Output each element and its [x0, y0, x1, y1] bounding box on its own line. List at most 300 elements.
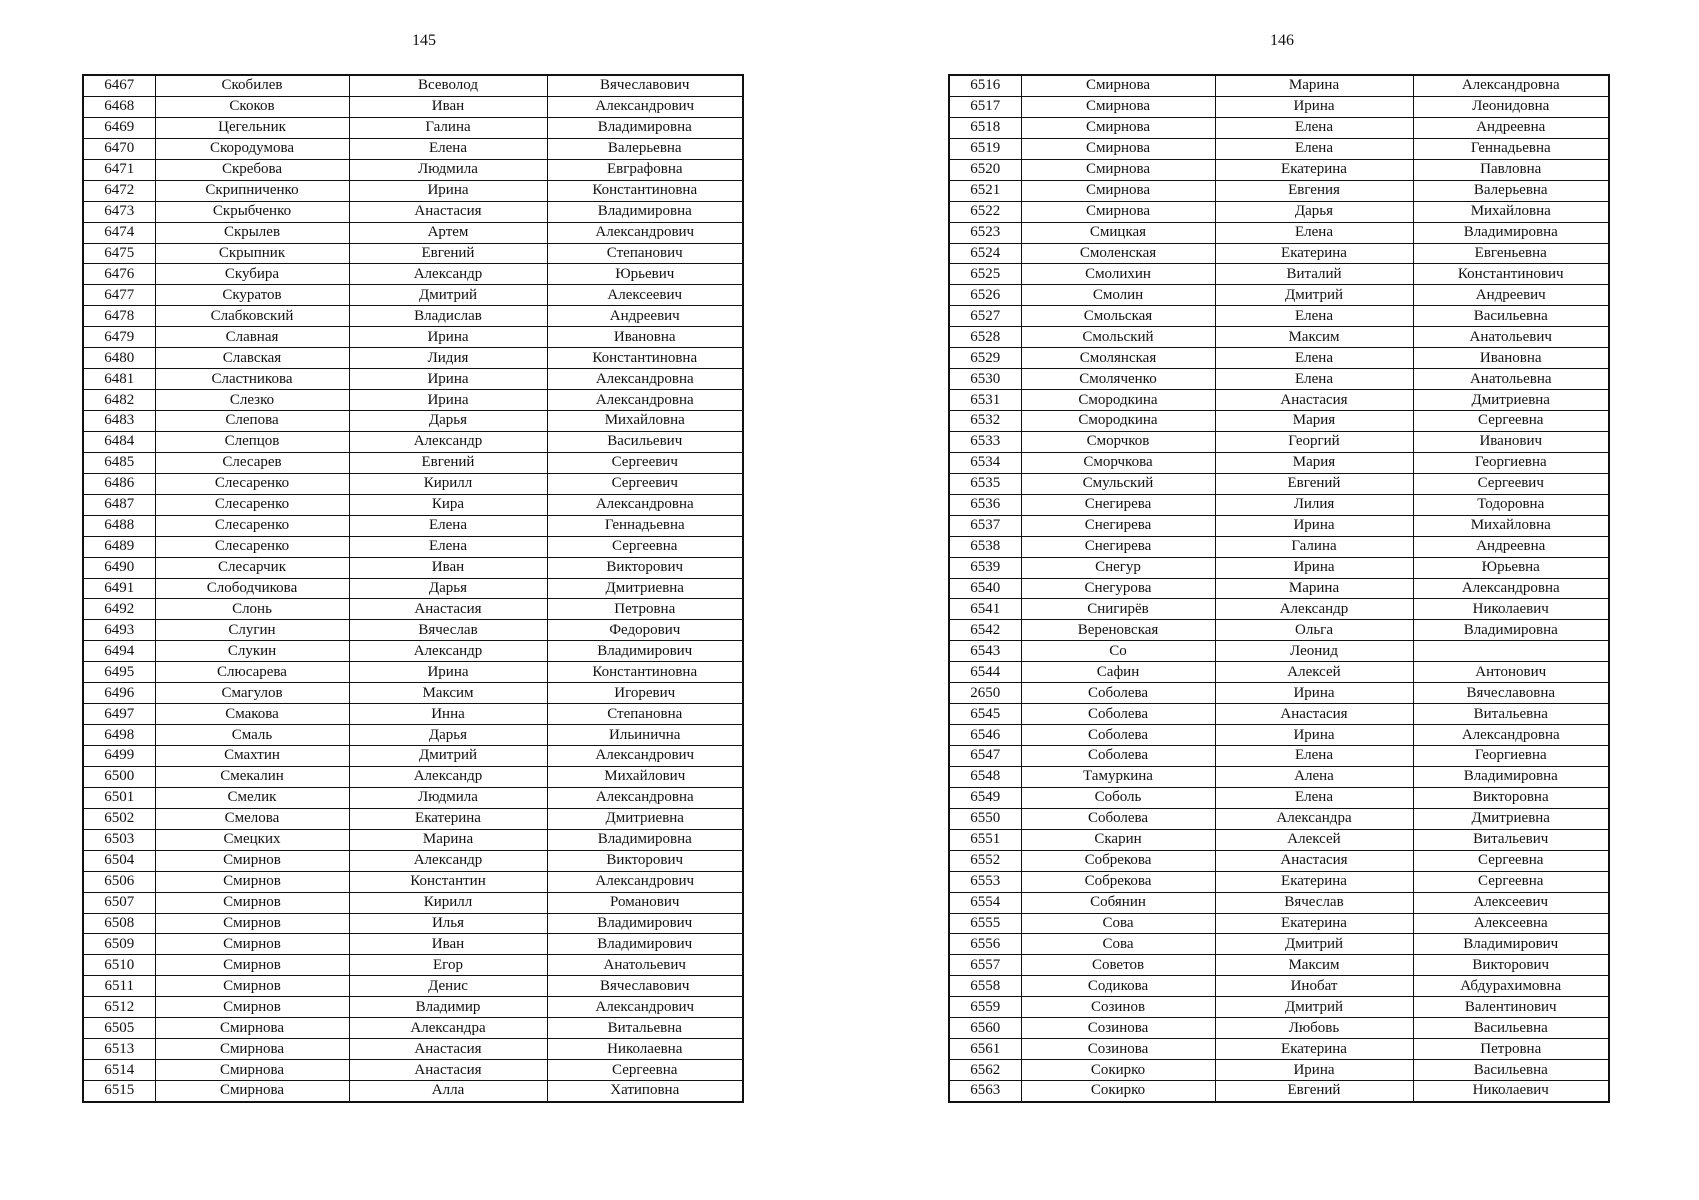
last-name: Вереновская: [1021, 620, 1215, 641]
record-number: 6558: [949, 976, 1021, 997]
last-name: Слонь: [155, 599, 349, 620]
last-name: Сластникова: [155, 369, 349, 390]
table-row: [83, 641, 743, 662]
patronymic: Александровна: [547, 494, 743, 515]
first-name: Алексей: [1215, 829, 1413, 850]
table-row: [83, 222, 743, 243]
patronymic: Алексеевна: [1413, 913, 1609, 934]
last-name: Скородумова: [155, 138, 349, 159]
record-number: 6474: [83, 222, 155, 243]
table-row: [949, 1039, 1609, 1060]
patronymic: Владимировна: [547, 201, 743, 222]
last-name: Сова: [1021, 913, 1215, 934]
record-number: 6480: [83, 348, 155, 369]
last-name: Смелова: [155, 808, 349, 829]
patronymic: Валерьевна: [547, 138, 743, 159]
table-row: [83, 704, 743, 725]
first-name: Александра: [349, 1018, 547, 1039]
patronymic: Владимирович: [547, 913, 743, 934]
table-row: [83, 243, 743, 264]
table-row: [949, 138, 1609, 159]
patronymic: Александрович: [547, 96, 743, 117]
first-name: Анастасия: [1215, 390, 1413, 411]
record-number: 6551: [949, 829, 1021, 850]
first-name: Егор: [349, 955, 547, 976]
table-row: [949, 452, 1609, 473]
last-name: Сморчков: [1021, 431, 1215, 452]
last-name: Смирнова: [1021, 75, 1215, 96]
first-name: Леонид: [1215, 641, 1413, 662]
first-name: Елена: [349, 138, 547, 159]
record-number: 6527: [949, 306, 1021, 327]
record-number: 6553: [949, 871, 1021, 892]
record-number: 6467: [83, 75, 155, 96]
table-row: [949, 808, 1609, 829]
table-row: [83, 787, 743, 808]
record-number: 6561: [949, 1039, 1021, 1060]
patronymic: Павловна: [1413, 159, 1609, 180]
last-name: Смирнов: [155, 934, 349, 955]
table-row: [83, 557, 743, 578]
table-row: [83, 138, 743, 159]
first-name: Вячеслав: [1215, 892, 1413, 913]
record-number: 6530: [949, 369, 1021, 390]
table-row: [949, 955, 1609, 976]
record-number: 6509: [83, 934, 155, 955]
record-number: 6552: [949, 850, 1021, 871]
table-row: [949, 369, 1609, 390]
record-number: 6506: [83, 871, 155, 892]
first-name: Александра: [1215, 808, 1413, 829]
last-name: Соболева: [1021, 683, 1215, 704]
last-name: Сокирко: [1021, 1060, 1215, 1081]
record-number: 6532: [949, 411, 1021, 432]
last-name: Цегельник: [155, 117, 349, 138]
patronymic: Дмитриевна: [1413, 390, 1609, 411]
first-name: Елена: [1215, 117, 1413, 138]
record-number: 6523: [949, 222, 1021, 243]
first-name: Инобат: [1215, 976, 1413, 997]
first-name: Ирина: [349, 390, 547, 411]
record-number: 6549: [949, 787, 1021, 808]
record-number: 6491: [83, 578, 155, 599]
record-number: 6469: [83, 117, 155, 138]
table-row: [83, 850, 743, 871]
last-name: Слесаренко: [155, 515, 349, 536]
first-name: Ирина: [1215, 557, 1413, 578]
patronymic: Александровна: [1413, 75, 1609, 96]
last-name: Смирнов: [155, 955, 349, 976]
first-name: Кирилл: [349, 892, 547, 913]
table-row: [949, 766, 1609, 787]
patronymic: Михайлович: [547, 766, 743, 787]
patronymic: Петровна: [547, 599, 743, 620]
record-number: 6487: [83, 494, 155, 515]
first-name: Ирина: [1215, 725, 1413, 746]
first-name: Артем: [349, 222, 547, 243]
patronymic: Владимирович: [547, 641, 743, 662]
table-row: [83, 159, 743, 180]
first-name: Евгений: [349, 243, 547, 264]
patronymic: Владимирович: [547, 934, 743, 955]
patronymic: Сергеевна: [1413, 411, 1609, 432]
table-row: [949, 264, 1609, 285]
first-name: Вячеслав: [349, 620, 547, 641]
patronymic: Сергеевич: [1413, 473, 1609, 494]
last-name: Скрыбченко: [155, 201, 349, 222]
record-number: 6489: [83, 536, 155, 557]
patronymic: Анатольевич: [547, 955, 743, 976]
last-name: Скубира: [155, 264, 349, 285]
first-name: Евгений: [1215, 1081, 1413, 1102]
table-row: [949, 201, 1609, 222]
record-number: 6548: [949, 766, 1021, 787]
first-name: Елена: [1215, 222, 1413, 243]
first-name: Марина: [1215, 578, 1413, 599]
last-name: Скарин: [1021, 829, 1215, 850]
last-name: Смирнов: [155, 892, 349, 913]
last-name: Смирнова: [155, 1018, 349, 1039]
last-name: Смирнов: [155, 997, 349, 1018]
first-name: Алексей: [1215, 662, 1413, 683]
last-name: Смоляченко: [1021, 369, 1215, 390]
patronymic: Александровна: [1413, 578, 1609, 599]
record-number: 6482: [83, 390, 155, 411]
patronymic: Васильевна: [1413, 1060, 1609, 1081]
first-name: Дарья: [349, 725, 547, 746]
last-name: Смирнов: [155, 913, 349, 934]
last-name: Смолин: [1021, 285, 1215, 306]
patronymic: Ивановна: [547, 327, 743, 348]
record-number: 6473: [83, 201, 155, 222]
record-number: 6479: [83, 327, 155, 348]
patronymic: Георгиевна: [1413, 452, 1609, 473]
record-number: 6521: [949, 180, 1021, 201]
table-row: [83, 536, 743, 557]
first-name: Иван: [349, 96, 547, 117]
patronymic: Константинович: [1413, 264, 1609, 285]
record-number: 6475: [83, 243, 155, 264]
table-row: [949, 306, 1609, 327]
last-name: Скобилев: [155, 75, 349, 96]
last-name: Снегурова: [1021, 578, 1215, 599]
record-number: 6468: [83, 96, 155, 117]
last-name: Смелик: [155, 787, 349, 808]
patronymic: Николаевич: [1413, 1081, 1609, 1102]
table-row: [949, 913, 1609, 934]
last-name: Соболь: [1021, 787, 1215, 808]
first-name: Алена: [1215, 766, 1413, 787]
record-number: 6485: [83, 452, 155, 473]
last-name: Слюсарева: [155, 662, 349, 683]
record-number: 6472: [83, 180, 155, 201]
patronymic: Степановна: [547, 704, 743, 725]
record-number: 6528: [949, 327, 1021, 348]
first-name: Анастасия: [349, 201, 547, 222]
first-name: Екатерина: [1215, 871, 1413, 892]
table-row: [83, 515, 743, 536]
patronymic: Леонидовна: [1413, 96, 1609, 117]
last-name: Смекалин: [155, 766, 349, 787]
table-row: [949, 515, 1609, 536]
patronymic: Евгеньевна: [1413, 243, 1609, 264]
table-row: [949, 683, 1609, 704]
last-name: Смирнов: [155, 871, 349, 892]
table-row: [949, 180, 1609, 201]
record-number: 6518: [949, 117, 1021, 138]
record-number: 6529: [949, 348, 1021, 369]
table-row: [83, 955, 743, 976]
table-row: [949, 494, 1609, 515]
table-row: [949, 662, 1609, 683]
table-row: [83, 766, 743, 787]
record-number: 6510: [83, 955, 155, 976]
patronymic: Валентинович: [1413, 997, 1609, 1018]
patronymic: Владимировна: [547, 117, 743, 138]
table-row: [949, 75, 1609, 96]
table-row: [83, 913, 743, 934]
last-name: Смирнова: [1021, 201, 1215, 222]
record-number: 6494: [83, 641, 155, 662]
record-number: 6559: [949, 997, 1021, 1018]
patronymic: Константиновна: [547, 180, 743, 201]
first-name: Иван: [349, 934, 547, 955]
last-name: Смолихин: [1021, 264, 1215, 285]
first-name: Максим: [349, 683, 547, 704]
first-name: Екатерина: [1215, 243, 1413, 264]
last-name: Скуратов: [155, 285, 349, 306]
record-number: 6513: [83, 1039, 155, 1060]
last-name: Смолянская: [1021, 348, 1215, 369]
patronymic: Геннадьевна: [547, 515, 743, 536]
first-name: Екатерина: [349, 808, 547, 829]
record-number: 6535: [949, 473, 1021, 494]
patronymic: Викторович: [547, 557, 743, 578]
first-name: Евгений: [349, 452, 547, 473]
table-row: [83, 327, 743, 348]
last-name: Слесарчик: [155, 557, 349, 578]
table-row: [949, 641, 1609, 662]
record-number: 6554: [949, 892, 1021, 913]
record-number: 6531: [949, 390, 1021, 411]
record-number: 6507: [83, 892, 155, 913]
first-name: Марина: [1215, 75, 1413, 96]
table-row: [83, 808, 743, 829]
record-number: 6477: [83, 285, 155, 306]
first-name: Кира: [349, 494, 547, 515]
record-number: 6556: [949, 934, 1021, 955]
first-name: Илья: [349, 913, 547, 934]
table-row: [83, 599, 743, 620]
record-number: 6537: [949, 515, 1021, 536]
patronymic: Романович: [547, 892, 743, 913]
patronymic: Андреевна: [1413, 536, 1609, 557]
record-number: 6504: [83, 850, 155, 871]
last-name: Со: [1021, 641, 1215, 662]
record-number: 6547: [949, 746, 1021, 767]
last-name: Скрипниченко: [155, 180, 349, 201]
first-name: Ирина: [349, 662, 547, 683]
record-number: 6500: [83, 766, 155, 787]
last-name: Славская: [155, 348, 349, 369]
last-name: Смородкина: [1021, 390, 1215, 411]
patronymic: Вячеславовна: [1413, 683, 1609, 704]
last-name: Созинов: [1021, 997, 1215, 1018]
record-number: 6515: [83, 1081, 155, 1102]
last-name: Смирнова: [1021, 159, 1215, 180]
patronymic: Алексеевич: [1413, 892, 1609, 913]
table-row: [949, 411, 1609, 432]
table-row: [949, 222, 1609, 243]
first-name: Анастасия: [349, 599, 547, 620]
last-name: Снигирёв: [1021, 599, 1215, 620]
first-name: Анастасия: [1215, 850, 1413, 871]
table-row: [83, 431, 743, 452]
table-row: [949, 557, 1609, 578]
record-number: 6526: [949, 285, 1021, 306]
patronymic: Владимировна: [1413, 620, 1609, 641]
record-number: 6557: [949, 955, 1021, 976]
record-number: 6540: [949, 578, 1021, 599]
last-name: Славная: [155, 327, 349, 348]
record-number: 6520: [949, 159, 1021, 180]
record-number: 6497: [83, 704, 155, 725]
patronymic: Сергеевна: [547, 1060, 743, 1081]
patronymic: Михайловна: [1413, 515, 1609, 536]
last-name: Смольская: [1021, 306, 1215, 327]
first-name: Елена: [1215, 369, 1413, 390]
table-row: [949, 159, 1609, 180]
patronymic: Ивановна: [1413, 348, 1609, 369]
first-name: Ирина: [1215, 515, 1413, 536]
record-number: 6534: [949, 452, 1021, 473]
table-row: [83, 1039, 743, 1060]
table-row: [949, 536, 1609, 557]
table-row: [83, 997, 743, 1018]
record-number: 6499: [83, 746, 155, 767]
patronymic: Дмитриевна: [547, 808, 743, 829]
first-name: Константин: [349, 871, 547, 892]
patronymic: Алексеевич: [547, 285, 743, 306]
patronymic: Евграфовна: [547, 159, 743, 180]
last-name: Слукин: [155, 641, 349, 662]
patronymic: Владимировна: [1413, 766, 1609, 787]
table-row: [949, 620, 1609, 641]
table-row: [949, 1081, 1609, 1102]
table-row: [949, 1018, 1609, 1039]
table-row: [949, 348, 1609, 369]
last-name: Смирнова: [1021, 180, 1215, 201]
first-name: Алла: [349, 1081, 547, 1102]
patronymic: Михайловна: [547, 411, 743, 432]
last-name: Собрекова: [1021, 871, 1215, 892]
table-row: [83, 1081, 743, 1102]
first-name: Лидия: [349, 348, 547, 369]
patronymic: Александровна: [547, 787, 743, 808]
patronymic: Анатольевна: [1413, 369, 1609, 390]
table-row: [949, 892, 1609, 913]
first-name: Ольга: [1215, 620, 1413, 641]
first-name: Ирина: [349, 369, 547, 390]
first-name: Елена: [1215, 787, 1413, 808]
patronymic: Юрьевна: [1413, 557, 1609, 578]
table-row: [949, 997, 1609, 1018]
patronymic: Сергеевна: [547, 536, 743, 557]
patronymic: Геннадьевна: [1413, 138, 1609, 159]
table-row: [83, 285, 743, 306]
table-row: [949, 934, 1609, 955]
record-number: 6495: [83, 662, 155, 683]
record-number: 6470: [83, 138, 155, 159]
last-name: Содикова: [1021, 976, 1215, 997]
record-number: 6498: [83, 725, 155, 746]
patronymic: Владимировна: [547, 829, 743, 850]
last-name: Слесаренко: [155, 494, 349, 515]
first-name: Людмила: [349, 787, 547, 808]
patronymic: Васильевна: [1413, 1018, 1609, 1039]
last-name: Смоленская: [1021, 243, 1215, 264]
patronymic: Дмитриевна: [1413, 808, 1609, 829]
record-number: 6496: [83, 683, 155, 704]
last-name: Снегирева: [1021, 536, 1215, 557]
table-row: [949, 599, 1609, 620]
table-row: [949, 787, 1609, 808]
first-name: Владимир: [349, 997, 547, 1018]
table-row: [83, 494, 743, 515]
patronymic: Александрович: [547, 871, 743, 892]
record-number: 6503: [83, 829, 155, 850]
patronymic: Викторович: [547, 850, 743, 871]
table-row: [949, 117, 1609, 138]
last-name: Смицкая: [1021, 222, 1215, 243]
record-number: 6546: [949, 725, 1021, 746]
last-name: Слесарев: [155, 452, 349, 473]
first-name: Елена: [1215, 348, 1413, 369]
last-name: Смольский: [1021, 327, 1215, 348]
record-number: 6542: [949, 620, 1021, 641]
table-row: [83, 683, 743, 704]
patronymic: Вячеславович: [547, 976, 743, 997]
last-name: Скрыпник: [155, 243, 349, 264]
first-name: Георгий: [1215, 431, 1413, 452]
record-number: 6483: [83, 411, 155, 432]
table-row: [949, 431, 1609, 452]
last-name: Слугин: [155, 620, 349, 641]
last-name: Снегирева: [1021, 494, 1215, 515]
patronymic: Александровна: [547, 369, 743, 390]
table-row: [949, 746, 1609, 767]
table-row: [83, 452, 743, 473]
record-number: 6563: [949, 1081, 1021, 1102]
table-row: [83, 976, 743, 997]
table-row: [83, 1018, 743, 1039]
first-name: Елена: [349, 536, 547, 557]
first-name: Елена: [349, 515, 547, 536]
patronymic: Георгиевна: [1413, 746, 1609, 767]
record-number: 6501: [83, 787, 155, 808]
table-row: [83, 411, 743, 432]
last-name: Сокирко: [1021, 1081, 1215, 1102]
patronymic: Васильевна: [1413, 306, 1609, 327]
patronymic: Антонович: [1413, 662, 1609, 683]
table-row: [83, 75, 743, 96]
record-number: 6538: [949, 536, 1021, 557]
first-name: Любовь: [1215, 1018, 1413, 1039]
first-name: Дмитрий: [1215, 997, 1413, 1018]
table-row: [949, 829, 1609, 850]
patronymic: Васильевич: [547, 431, 743, 452]
first-name: Елена: [1215, 138, 1413, 159]
